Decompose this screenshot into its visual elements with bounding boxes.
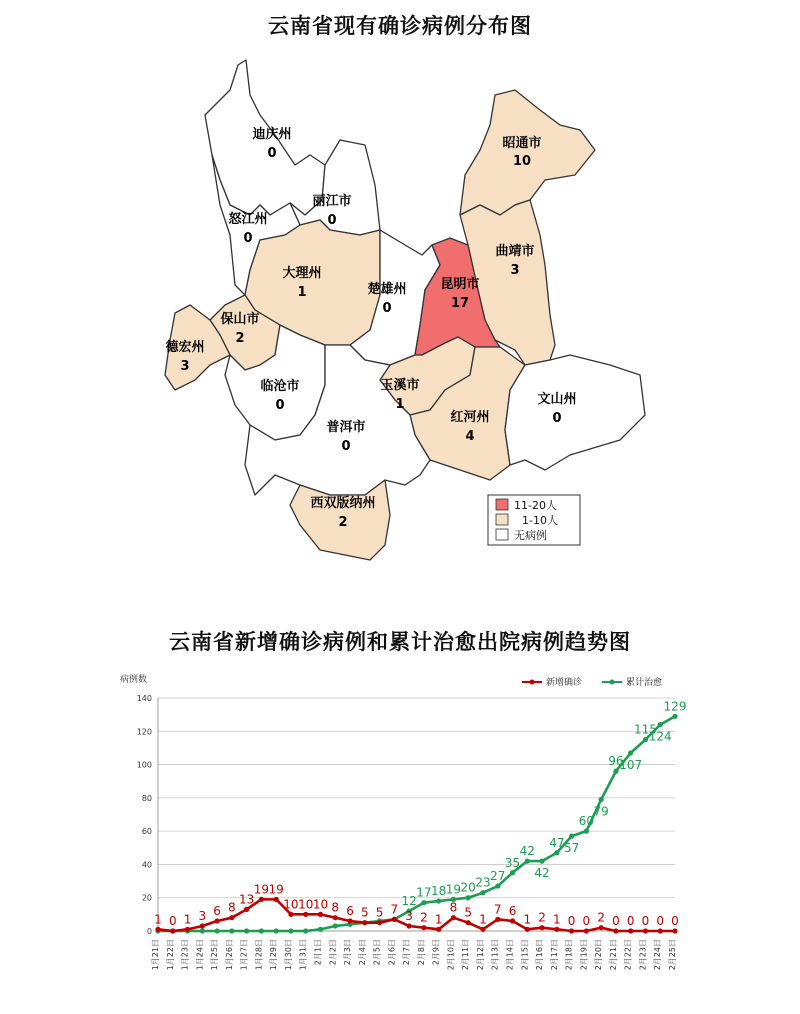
region-name: 丽江市 <box>312 194 352 209</box>
data-label-cured: 124 <box>648 729 672 744</box>
point-new <box>170 928 175 933</box>
x-tick-label: 2月21日 <box>608 939 618 971</box>
point-cured <box>259 928 264 933</box>
point-cured <box>525 859 530 864</box>
point-new <box>672 928 677 933</box>
data-label-new: 0 <box>612 914 620 928</box>
data-label-cured: 42 <box>519 844 535 859</box>
data-label-new: 0 <box>582 914 591 928</box>
x-tick-label: 2月2日 <box>328 939 338 966</box>
legend-label-high: 11-20人 <box>514 499 557 512</box>
point-cured <box>229 928 234 933</box>
data-label-new: 5 <box>360 905 369 920</box>
region-count: 0 <box>552 411 562 426</box>
region-name: 德宏州 <box>165 340 205 355</box>
x-tick-label: 1月26日 <box>224 939 234 971</box>
data-label-new: 0 <box>641 914 650 928</box>
data-label-new: 6 <box>508 904 517 919</box>
point-new <box>347 918 352 923</box>
point-new <box>451 915 456 920</box>
region-name: 西双版纳州 <box>310 496 376 511</box>
yunnan-map <box>150 55 650 570</box>
y-tick-label: 60 <box>141 827 152 837</box>
x-tick-label: 2月15日 <box>520 939 530 971</box>
x-tick-label: 1月24日 <box>195 939 205 971</box>
y-tick-label: 80 <box>141 793 152 803</box>
data-label-new: 19 <box>253 882 270 897</box>
data-label-new: 0 <box>671 914 679 928</box>
label-layer <box>154 699 686 928</box>
point-cured <box>584 829 589 834</box>
point-new <box>229 915 234 920</box>
point-cured <box>318 927 323 932</box>
region-count: 3 <box>510 263 520 278</box>
point-cured <box>569 834 574 839</box>
data-label-cured: 47 <box>549 835 565 850</box>
data-label-new: 0 <box>567 914 576 928</box>
data-label-new: 1 <box>553 912 561 927</box>
x-tick-label: 2月16日 <box>535 939 545 971</box>
y-axis-label: 病例数 <box>120 675 148 685</box>
point-new <box>377 920 382 925</box>
region-name: 曲靖市 <box>495 244 535 259</box>
point-cured <box>436 898 441 903</box>
point-new <box>214 918 219 923</box>
region-name: 怒江州 <box>228 212 268 227</box>
legend-marker-cured <box>610 680 615 685</box>
region-name: 昆明市 <box>440 277 480 292</box>
data-label-new: 7 <box>493 902 502 917</box>
point-new <box>613 928 618 933</box>
x-tick-label: 1月22日 <box>165 939 175 971</box>
y-tick-label: 0 <box>146 927 152 936</box>
legend-label-none: 无病例 <box>514 529 547 542</box>
data-label-new: 0 <box>656 914 665 928</box>
point-new <box>643 928 648 933</box>
region-name: 玉溪市 <box>380 378 420 393</box>
data-label-cured: 57 <box>563 841 580 856</box>
region-count: 0 <box>275 398 285 413</box>
x-tick-label: 2月5日 <box>372 939 382 966</box>
point-cured <box>658 722 663 727</box>
data-label-cured: 115 <box>634 722 657 737</box>
point-new <box>554 927 559 932</box>
data-label-cured: 60 <box>578 814 595 829</box>
y-tick-label: 20 <box>141 893 152 903</box>
data-label-new: 2 <box>420 910 428 925</box>
chart-title: 云南省新增确诊病例和累计治愈出院病例趋势图 <box>169 630 631 654</box>
point-new <box>244 907 249 912</box>
data-label-new: 5 <box>375 905 384 920</box>
point-new <box>658 928 663 933</box>
data-label-new: 6 <box>213 904 221 919</box>
data-label-new: 8 <box>228 900 236 915</box>
x-tick-label: 2月25日 <box>668 939 677 971</box>
point-cured <box>539 859 544 864</box>
data-label-new: 1 <box>434 912 443 927</box>
data-label-cured: 19 <box>445 882 462 897</box>
region-wenshan <box>505 355 645 470</box>
data-label-new: 0 <box>626 914 635 928</box>
trend-chart <box>110 668 690 998</box>
x-tick-label: 2月24日 <box>653 939 663 971</box>
point-new <box>569 928 574 933</box>
point-cured <box>554 850 559 855</box>
point-new <box>480 927 485 932</box>
region-name: 迪庆州 <box>252 127 292 142</box>
point-new <box>303 912 308 917</box>
legend-label-low: 1-10人 <box>522 514 558 527</box>
point-new <box>495 917 500 922</box>
point-new <box>510 918 515 923</box>
region-name: 普洱市 <box>326 420 366 435</box>
legend-swatch-high <box>496 499 508 510</box>
data-label-cured: 18 <box>431 884 447 899</box>
data-label-new: 8 <box>449 900 458 915</box>
region-name: 文山州 <box>537 392 577 407</box>
point-cured <box>672 714 677 719</box>
point-cured <box>466 895 471 900</box>
data-label-cured: 17 <box>416 885 432 900</box>
point-cured <box>599 797 604 802</box>
data-label-new: 3 <box>198 909 207 924</box>
point-cured <box>303 928 308 933</box>
data-label-cured: 27 <box>490 869 506 884</box>
point-new <box>407 923 412 928</box>
data-label-new: 19 <box>268 882 284 897</box>
x-tick-label: 2月9日 <box>431 939 441 966</box>
x-tick-label: 2月7日 <box>402 939 412 966</box>
x-tick-label: 2月12日 <box>475 939 485 971</box>
region-count: 17 <box>450 296 470 311</box>
region-count: 3 <box>180 359 190 374</box>
point-cured <box>495 883 500 888</box>
point-cured <box>480 890 485 895</box>
point-new <box>333 915 338 920</box>
region-count: 0 <box>382 301 392 316</box>
data-label-new: 1 <box>523 912 532 927</box>
x-tick-label: 2月11日 <box>461 939 471 971</box>
data-label-new: 2 <box>597 910 605 925</box>
legend-marker-new <box>530 680 535 685</box>
x-tick-label: 2月10日 <box>446 939 456 971</box>
y-tick-label: 140 <box>136 694 152 703</box>
x-tick-label: 2月4日 <box>357 939 367 966</box>
data-label-new: 1 <box>154 912 162 927</box>
point-cured <box>628 750 633 755</box>
x-tick-label: 1月28日 <box>254 939 264 971</box>
region-count: 2 <box>235 331 245 346</box>
x-tick-label: 1月27日 <box>239 939 249 971</box>
point-cured <box>421 900 426 905</box>
legend-swatch-low <box>496 514 508 525</box>
data-label-new: 7 <box>390 902 399 917</box>
x-tick-label: 1月29日 <box>269 939 279 971</box>
data-label-new: 3 <box>405 909 413 924</box>
x-tick-label: 2月14日 <box>505 939 515 971</box>
point-cured <box>613 769 618 774</box>
point-cured <box>333 923 338 928</box>
point-cured <box>244 928 249 933</box>
x-tick-label: 2月23日 <box>638 939 648 971</box>
region-count: 0 <box>267 146 277 161</box>
data-label-new: 0 <box>168 914 177 928</box>
x-tick-label: 1月23日 <box>180 939 190 971</box>
point-new <box>599 925 604 930</box>
data-label-cured: 107 <box>619 757 643 772</box>
point-new <box>318 912 323 917</box>
point-new <box>200 923 205 928</box>
region-count: 2 <box>338 515 348 530</box>
point-new <box>259 897 264 902</box>
point-new <box>362 920 367 925</box>
region-name: 大理州 <box>282 266 322 281</box>
legend-label-cured: 累计治愈 <box>626 678 663 688</box>
y-tick-label: 120 <box>136 727 152 737</box>
region-count: 0 <box>341 439 351 454</box>
region-zhaotong <box>460 90 595 215</box>
data-label-new: 10 <box>298 897 314 912</box>
data-label-cured: 79 <box>593 804 609 819</box>
data-label-new: 5 <box>464 905 473 920</box>
data-label-new: 1 <box>479 912 487 927</box>
point-new <box>628 928 633 933</box>
x-tick-label: 2月18日 <box>564 939 574 971</box>
x-tick-label: 2月13日 <box>490 939 500 971</box>
point-new <box>436 927 441 932</box>
chart-legend <box>522 676 662 688</box>
data-label-cured: 96 <box>608 754 624 769</box>
region-count: 10 <box>512 154 532 169</box>
x-tick-label: 1月21日 <box>151 939 160 971</box>
data-label-new: 13 <box>238 892 255 907</box>
point-cured <box>274 928 279 933</box>
point-new <box>392 917 397 922</box>
point-cured <box>510 870 515 875</box>
x-tick-label: 2月3日 <box>343 939 353 966</box>
data-label-cured: 35 <box>504 855 521 870</box>
x-tick-label: 1月31日 <box>298 939 308 971</box>
legend-label-new: 新增确诊 <box>546 678 583 688</box>
region-name: 昭通市 <box>502 136 542 151</box>
data-label-new: 10 <box>312 897 329 912</box>
point-new <box>466 920 471 925</box>
region-count: 1 <box>395 397 405 412</box>
x-tick-label: 1月25日 <box>210 939 220 971</box>
point-new <box>274 897 279 902</box>
data-label-new: 8 <box>331 900 340 915</box>
region-name: 楚雄州 <box>367 282 407 297</box>
data-label-new: 6 <box>346 904 354 919</box>
x-tick-label: 2月8日 <box>416 939 426 966</box>
x-tick-label: 2月6日 <box>387 939 397 966</box>
point-cured <box>214 928 219 933</box>
x-tick-label: 2月17日 <box>549 939 559 971</box>
x-tick-label: 2月1日 <box>313 939 323 966</box>
legend-swatch-none <box>496 529 508 540</box>
data-label-cured: 42 <box>534 866 550 881</box>
data-label-new: 2 <box>538 910 546 925</box>
point-cured <box>200 928 205 933</box>
data-label-cured: 23 <box>475 875 491 890</box>
y-tick-label: 40 <box>141 860 152 870</box>
x-tick-label: 2月22日 <box>623 939 633 971</box>
data-label-new: 1 <box>183 912 192 927</box>
x-tick-label: 2月19日 <box>579 939 589 971</box>
map-title: 云南省现有确诊病例分布图 <box>268 14 532 38</box>
region-count: 4 <box>465 429 475 444</box>
data-label-new: 10 <box>283 897 299 912</box>
y-tick-label: 100 <box>136 760 152 770</box>
point-new <box>185 927 190 932</box>
x-tick-label: 1月30日 <box>283 939 293 971</box>
region-name: 保山市 <box>220 312 260 327</box>
point-new <box>539 925 544 930</box>
map-legend <box>488 495 580 545</box>
point-new <box>155 927 160 932</box>
region-name: 红河州 <box>450 410 490 425</box>
point-new <box>288 912 293 917</box>
region-name: 临沧市 <box>260 379 300 394</box>
data-label-cured: 20 <box>460 880 476 895</box>
point-new <box>525 927 530 932</box>
region-count: 1 <box>297 285 307 300</box>
point-cured <box>643 737 648 742</box>
point-new <box>584 928 589 933</box>
point-new <box>421 925 426 930</box>
region-count: 0 <box>327 213 337 228</box>
x-tick-label: 2月20日 <box>594 939 604 971</box>
data-label-cured: 129 <box>663 699 687 714</box>
data-label-cured: 12 <box>401 894 417 909</box>
point-cured <box>288 928 293 933</box>
region-count: 0 <box>243 231 253 246</box>
